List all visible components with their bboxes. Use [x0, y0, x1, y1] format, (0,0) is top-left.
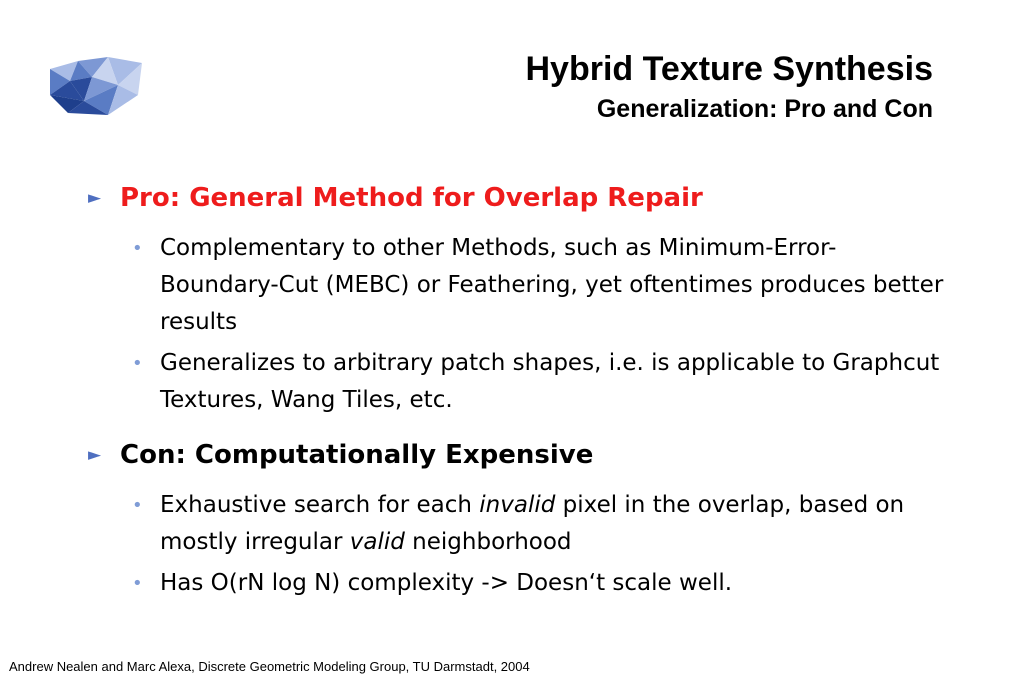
con-heading-text: Con: Computationally Expensive — [120, 440, 594, 470]
pro-heading — [88, 180, 948, 216]
triangle-right-icon: ► — [88, 188, 102, 208]
list-item-text: Has O(rN log N) complexity -> Doesn‘t scale well. — [160, 570, 733, 596]
emphasis-text: valid — [349, 529, 405, 555]
pro-heading-text: Pro: General Method for Overlap Repair — [120, 183, 703, 213]
bullet-dot-icon: • — [132, 353, 143, 374]
triangle-right-icon: ► — [88, 445, 102, 465]
emphasis-text: invalid — [479, 492, 556, 518]
pro-section — [88, 180, 948, 419]
slide-subtitle: Generalization: Pro and Con — [596, 95, 933, 123]
slide-title: Hybrid Texture Synthesis — [525, 50, 933, 88]
slide-footer: Andrew Nealen and Marc Alexa, Discrete Geometric Modeling Group, TU Darmstadt, 2004 — [9, 659, 530, 674]
list-item-text-part: neighborhood — [404, 529, 572, 555]
con-heading — [88, 437, 948, 473]
list-item-text-part: pixel in the overlap, based on mostly irregular — [160, 492, 905, 555]
list-item — [88, 487, 948, 561]
slide-content — [88, 180, 948, 620]
list-item — [88, 230, 948, 341]
bullet-dot-icon: • — [132, 573, 143, 594]
bullet-dot-icon: • — [132, 495, 143, 516]
list-item — [88, 565, 948, 602]
con-section — [88, 437, 948, 602]
list-item-text: Complementary to other Methods, such as Minimum-Error-Boundary-Cut (MEBC) or Feathering, yet oftentimes produces better results — [160, 235, 944, 335]
list-item-text-part: Exhaustive search for each — [160, 492, 480, 518]
tu-darmstadt-logo-icon — [48, 55, 144, 119]
list-item-text: Generalizes to arbitrary patch shapes, i.e. is applicable to Graphcut Textures, Wang Tiles, etc. — [160, 350, 940, 413]
list-item — [88, 345, 948, 419]
bullet-dot-icon: • — [132, 238, 143, 259]
